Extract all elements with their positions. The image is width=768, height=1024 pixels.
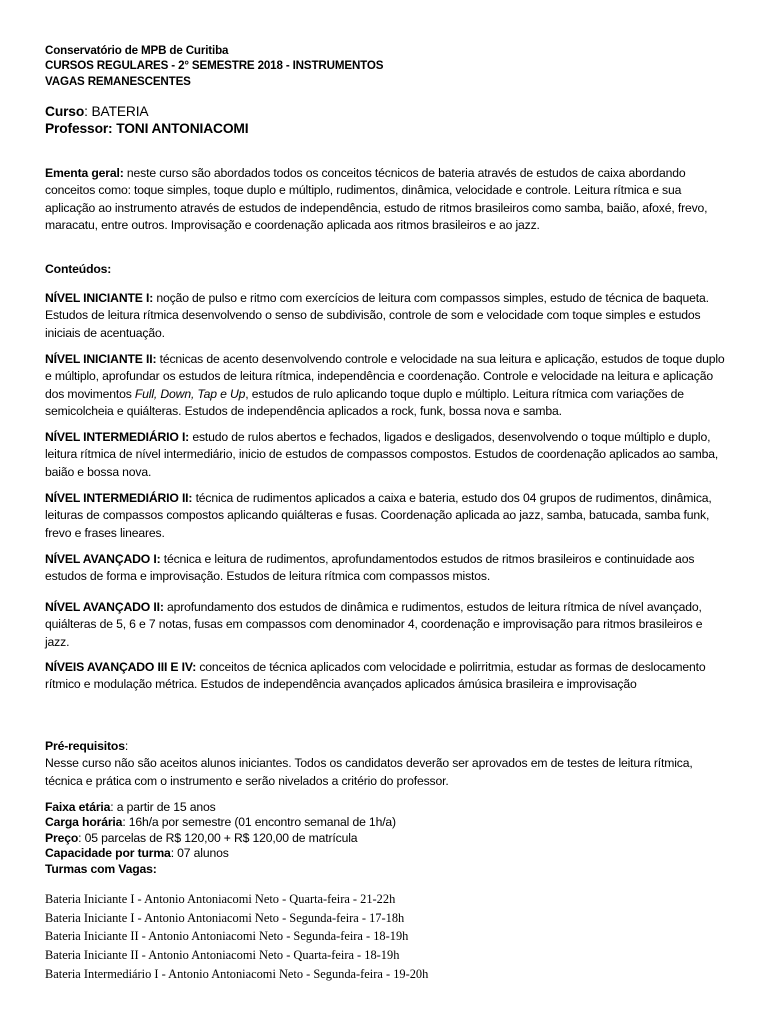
course-label: Curso (45, 104, 85, 119)
level-text: noção de pulso e ritmo com exercícios de leitura com compassos simples, estudo de técnica de baqueta. Estudos de leitura rítmica desenvolvendo o senso de subdivisão, controle de som e velocidade com toque simples e estudos iniciais de acentuação. (45, 291, 709, 340)
list-item: Bateria Iniciante II - Antonio Antoniacomi Neto - Segunda-feira - 18-19h (45, 929, 409, 944)
level-intermediario-2 (45, 490, 725, 542)
list-item: Bateria Intermediário I - Antonio Antoniacomi Neto - Segunda-feira - 19-20h (45, 966, 429, 981)
detail-value: : 07 alunos (170, 846, 229, 861)
ementa-label: Ementa geral: (45, 166, 124, 180)
list-item: Bateria Iniciante II - Antonio Antoniacomi Neto - Quarta-feira - 18-19h (45, 948, 400, 963)
level-label: NÍVEL INTERMEDIÁRIO I: (45, 430, 190, 444)
level-text-cont: , estudos de rulo aplicando toque duplo e múltiplo. Leitura rítmica com variações de semicolcheia e quiálteras. Estudos de independência aplicados a rock, funk, bossa nova e samba. (45, 386, 684, 419)
list-item: Bateria Iniciante I - Antonio Antoniacomi Neto - Segunda-feira - 17-18h (45, 910, 405, 925)
detail-label: Faixa etária (45, 800, 111, 814)
conteudos-heading (45, 261, 725, 278)
course-details (45, 800, 725, 877)
level-avancado-1 (45, 551, 725, 586)
level-text: técnica de rudimentos aplicados a caixa e bateria, estudo dos 04 grupos de rudimentos, dinâmica, leituras de compassos compostos aplicando quiálteras e fusas. Coordenação aplicada ao jazz, samba, batucada, samba funk, frevo e frases lineares. (45, 491, 712, 540)
level-label: NÍVEIS AVANÇADO III E IV: (45, 660, 197, 674)
level-italic-movements: Full, Down, Tap e Up (134, 386, 246, 401)
level-label: NÍVEL AVANÇADO II: (45, 600, 164, 614)
ementa-text: neste curso são abordados todos os conceitos técnicos de bateria através de estudos de caixa abordando conceitos como: toque simples, toque duplo e múltiplo, rudimentos, dinâmica, velocidade e controle. Leitura rítmica e sua aplicação ao instrumento através de estudos de independência, estudo de ritmos brasileiros como samba, baião, afoxé, frevo, maracatu, entre outros. Improvisação e coordenação aplicada aos ritmos brasileiros e ao jazz. (45, 166, 708, 233)
level-text: conceitos de técnica aplicados com velocidade e polirritmia, estudar as formas de deslocamento rítmico e modulação métrica. Estudos de independência avançados aplicados ámúsica brasileira e improvisação (45, 660, 706, 692)
detail-price (45, 831, 725, 846)
prereq-label: Pré-requisitos (45, 739, 125, 753)
course-info (45, 103, 725, 137)
detail-label: Preço (45, 830, 79, 845)
prerequisites (45, 738, 725, 790)
level-text: técnica e leitura de rudimentos, aprofundamentodos estudos de ritmos brasileiros e continuidade aos estudos de forma e improvisação. Estudos de leitura rítmica com compassos mistos. (45, 552, 695, 584)
prereq-colon: : (124, 739, 129, 753)
list-item: Bateria Iniciante I - Antonio Antoniacomi Neto - Quarta-feira - 21-22h (45, 892, 396, 906)
detail-value: : 05 parcelas de R$ 120,00 + R$ 120,00 de matrícula (78, 830, 358, 845)
course-line (45, 103, 725, 120)
detail-value: : 16h/a por semestre (01 encontro semanal de 1h/a) (122, 815, 396, 830)
course-name: : BATERIA (84, 104, 149, 119)
level-label: NÍVEL INICIANTE I: (45, 291, 154, 305)
level-avancado-2 (45, 599, 725, 651)
level-label: NÍVEL AVANÇADO I: (45, 552, 161, 566)
header-institution: Conservatório de MPB de Curitiba (45, 44, 229, 57)
detail-age (45, 800, 725, 815)
level-avancado-3-4 (45, 659, 725, 694)
prereq-text: Nesse curso não são aceitos alunos iniciantes. Todos os candidatos deverão ser aprovados em de testes de leitura rítmica, técnica e prática com o instrumento e serão nivelados a critério do professor. (45, 756, 693, 788)
professor-line: Professor: TONI ANTONIACOMI (45, 121, 249, 136)
detail-capacity (45, 846, 725, 861)
document-header (45, 43, 725, 89)
level-text: estudo de rulos abertos e fechados, ligados e desligados, desenvolvendo o toque múltiplo e duplo, leitura rítmica de nível intermediário, inicio de estudos de compassos compostos. Estudos de coordenação aplicados ao samba, baião e bossa nova. (45, 430, 719, 479)
level-label: NÍVEL INTERMEDIÁRIO II: (45, 491, 193, 505)
detail-label: Capacidade por turma (45, 846, 171, 861)
detail-value: : a partir de 15 anos (110, 800, 216, 814)
ementa-paragraph (45, 165, 725, 235)
level-label: NÍVEL INICIANTE II: (45, 352, 157, 366)
header-program: CURSOS REGULARES - 2° SEMESTRE 2018 - INSTRUMENTOS (45, 59, 384, 73)
detail-classes-heading (45, 862, 725, 877)
level-text: técnicas de acento desenvolvendo controle e velocidade na sua leitura e aplicação, estudos de toque duplo e múltiplo, aprofundar os estudos de leitura rítmica, independência e coordenação. Controle e velocidade na leitura e aplicação dos movimentos (45, 352, 725, 401)
level-iniciante-2 (45, 351, 725, 421)
level-intermediario-1 (45, 429, 725, 481)
header-vacancies: VAGAS REMANESCENTES (45, 74, 191, 88)
level-iniciante-1 (45, 290, 725, 342)
class-list (45, 890, 745, 984)
detail-label: Carga horária (45, 815, 123, 830)
level-text: aprofundamento dos estudos de dinâmica e rudimentos, estudos de leitura rítmica de nível avançado, quiálteras de 5, 6 e 7 notas, fusas em compassos com denominador 4, coordenação e improvisação para ritmos brasileiros e jazz. (45, 600, 703, 649)
detail-workload (45, 815, 725, 830)
detail-label: Turmas com Vagas: (45, 861, 157, 876)
conteudos-label: Conteúdos: (45, 262, 112, 276)
